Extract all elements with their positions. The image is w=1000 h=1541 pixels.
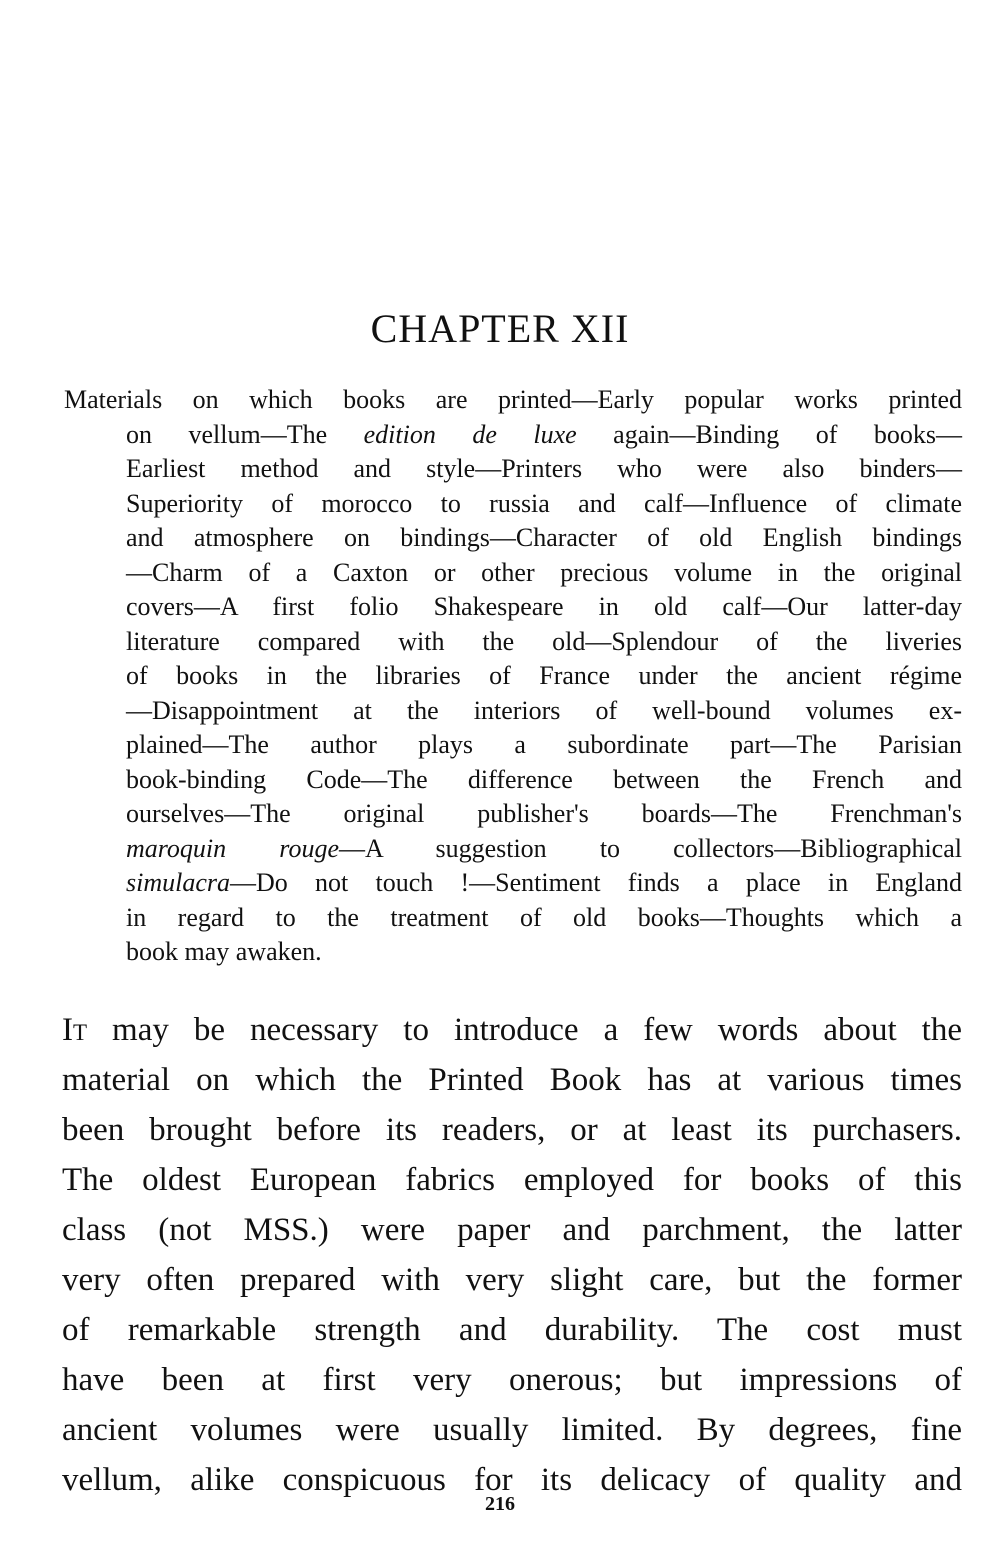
summary-line [64, 418, 962, 453]
summary-line: of books in the libraries of France under the ancient régime [126, 661, 962, 690]
page-number: 216 [485, 1493, 515, 1515]
summary-line: literature compared with the old—Splendour of the liveries [126, 626, 962, 656]
body-line [62, 1005, 962, 1055]
summary-line [64, 866, 962, 901]
body-line-text: may be necessary to introduce a few words about the [87, 1012, 962, 1048]
summary-line: covers—A first folio Shakespeare in old calf—Our latter-day [126, 592, 962, 621]
summary-italic-phrase: simulacra [126, 868, 230, 897]
chapter-summary [64, 383, 962, 970]
summary-line-text: —Do not touch !—Sentiment finds a place in England [230, 868, 962, 897]
summary-line: ourselves—The original publisher's boards—The Frenchman's [126, 799, 962, 828]
body-line: class (not MSS.) were paper and parchment, the latter [62, 1212, 962, 1248]
summary-line-text: —A suggestion to collectors—Bibliographical [338, 833, 962, 863]
body-line: vellum, alike conspicuous for its delicacy of quality and [62, 1462, 962, 1498]
summary-line: book-binding Code—The difference between the French and [126, 764, 962, 794]
summary-line: Earliest method and style—Printers who were also binders— [126, 454, 962, 483]
body-line: ancient volumes were usually limited. By degrees, fine [62, 1412, 962, 1448]
body-line: have been at first very onerous; but impressions of [62, 1362, 962, 1398]
summary-line: in regard to the treatment of old books—Thoughts which a [126, 902, 962, 932]
body-line: been brought before its readers, or at least its purchasers. [62, 1112, 962, 1148]
summary-italic-phrase: edition de luxe [363, 419, 577, 449]
summary-line: Superiority of morocco to russia and calf—Influence of climate [126, 488, 962, 518]
body-line: of remarkable strength and durability. The cost must [62, 1312, 962, 1348]
summary-line-text: on vellum—The [126, 419, 364, 449]
body-paragraph [62, 1005, 962, 1505]
summary-line: book may awaken. [126, 937, 322, 966]
body-line: material on which the Printed Book has at various times [62, 1062, 962, 1098]
summary-line-text: again—Binding of books— [576, 419, 963, 449]
summary-line: plained—The author plays a subordinate part—The Parisian [126, 730, 962, 759]
summary-italic-phrase: maroquin rouge [126, 833, 339, 863]
summary-line [64, 832, 962, 867]
chapter-title: CHAPTER XII [370, 306, 630, 351]
dropcap-word: It [62, 1012, 88, 1048]
summary-line: and atmosphere on bindings—Character of old English bindings [126, 523, 962, 552]
summary-line: Materials on which books are printed—Early popular works printed [64, 385, 962, 414]
summary-line: —Disappointment at the interiors of well-bound volumes ex- [126, 695, 962, 725]
summary-line: —Charm of a Caxton or other precious volume in the original [126, 557, 962, 587]
body-line: very often prepared with very slight care, but the former [62, 1262, 962, 1298]
body-line: The oldest European fabrics employed for books of this [62, 1162, 962, 1198]
